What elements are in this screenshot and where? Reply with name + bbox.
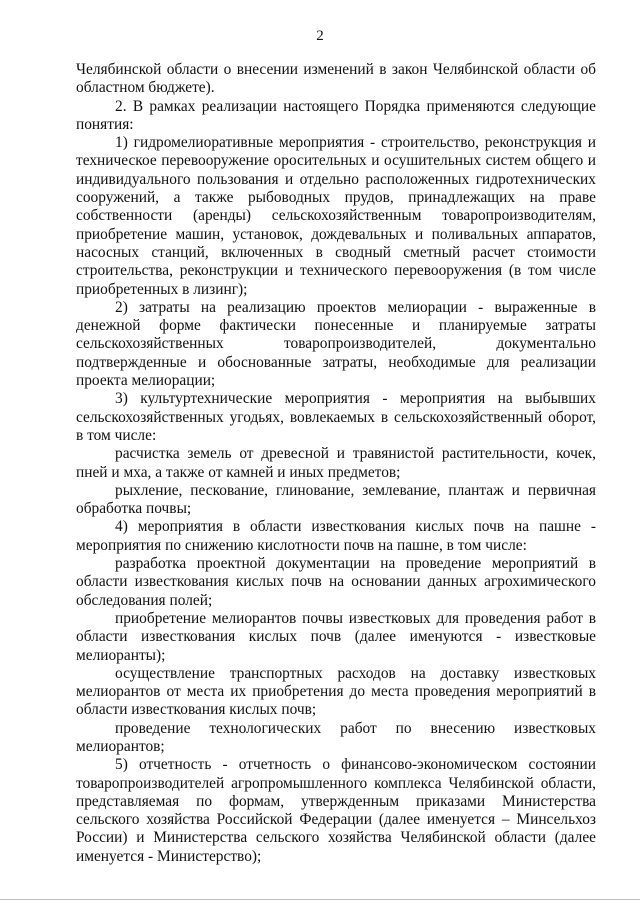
paragraph-item-5: 5) отчетность - отчетность о финансово-экономическом состоянии товаропроизводителей агропромышленного комплекса Челябинской области, представляемая по формам, утвержденным приказами Министерства сельского хозяйства Российской Федерации (далее именуется – Минсельхоз России) и Министерства сельского хозяйства Челябинской области (далее именуется - Министерство);: [76, 756, 596, 865]
paragraph-continuation: Челябинской области о внесении изменений в закон Челябинской области об областном бюджете).: [76, 61, 596, 97]
page-number: 2: [316, 28, 324, 44]
paragraph-clause-2: 2. В рамках реализации настоящего Порядка применяются следующие понятия:: [76, 97, 596, 133]
paragraph-item-4-sub-2: приобретение мелиорантов почвы известковых для проведения работ в области известкования кислых почв (далее именуются - известковые мелиоранты);: [76, 609, 596, 664]
paragraph-item-4-sub-3: осуществление транспортных расходов на доставку известковых мелиорантов от места их приобретения до места проведения мероприятий в области известкования кислых почв;: [76, 664, 596, 719]
paragraph-item-4-sub-1: разработка проектной документации на проведение мероприятий в области известкования кислых почв на основании данных агрохимического обследования полей;: [76, 555, 596, 609]
document-body: [76, 61, 596, 866]
paragraph-item-1: 1) гидромелиоративные мероприятия - строительство, реконструкция и техническое перевооружение оросительных и осушительных систем общего и индивидуального пользования и отдельно расположенных гидротехнических сооружений, а также рыбоводных прудов, принадлежащих на праве собственности (аренды) сельскохозяйственным товаропроизводителям, приобретение машин, установок, дождевальных и поливальных аппаратов, насосных станций, включенных в сводный сметный расчет стоимости строительства, реконструкции и технического перевооружения (в том числе приобретенных в лизинг);: [76, 134, 596, 298]
paragraph-item-3: 3) культуртехнические мероприятия - мероприятия на выбывших сельскохозяйственных угодьях, вовлекаемых в сельскохозяйственный оборот, в том числе:: [76, 390, 596, 444]
paragraph-item-3-sub-1: расчистка земель от древесной и травянистой растительности, кочек, пней и мха, а также от камней и иных предметов;: [76, 445, 596, 481]
paragraph-item-2: 2) затраты на реализацию проектов мелиорации - выраженные в денежной форме фактически понесенные и планируемые затраты сельскохозяйственных товаропроизводителей, документально подтвержденные и обоснованные затраты, необходимые для реализации проекта мелиорации;: [76, 298, 596, 390]
paragraph-item-3-sub-2: рыхление, пескование, глинование, землевание, плантаж и первичная обработка почвы;: [76, 481, 596, 518]
paragraph-item-4: 4) мероприятия в области известкования кислых почв на пашне - мероприятия по снижению кислотности почв на пашне, в том числе:: [76, 518, 596, 554]
paragraph-item-4-sub-4: проведение технологических работ по внесению известковых мелиорантов;: [76, 719, 596, 755]
scan-bottom-edge: [0, 899, 640, 900]
